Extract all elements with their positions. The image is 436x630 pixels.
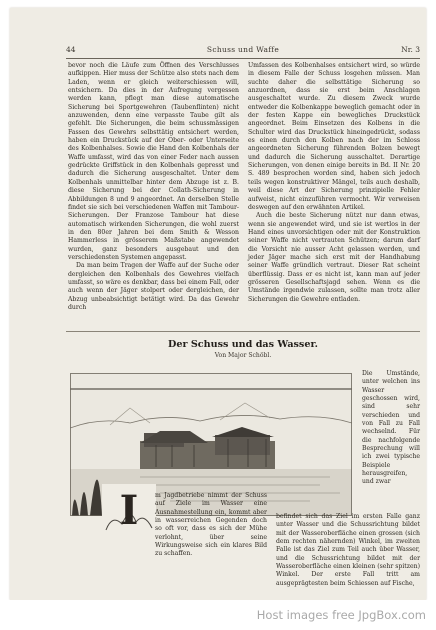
watermark-bar <box>0 600 436 630</box>
watermark-text: Host images free JpgBox.com <box>256 608 426 622</box>
page-header <box>66 45 420 57</box>
text-column-right <box>248 62 420 304</box>
article-text-left <box>155 492 267 559</box>
article-text-right <box>276 513 420 588</box>
article-title: Der Schuss und das Wasser. <box>168 339 318 350</box>
drop-cap-ornament <box>102 484 156 534</box>
paragraph: befindet sich das Ziel im ersten Falle ganz unter Wasser und die Schussrichtung bildet mit der Wasseroberfläche einen grossen (sich dem rechten nähernden) Winkel, im zweiten Falle ist das Ziel zum Teil auch über Wasser, und die Schussrichtung bildet mit der Wasseroberfläche einen kleinen (sehr spitzen) Winkel. Der erste Fall tritt am ausgeprägtesten beim Schiessen auf Fische, <box>276 513 420 587</box>
drop-cap-letter: I <box>119 487 139 534</box>
paragraph: Da man beim Tragen der Waffe auf der Suche oder dergleichen den Kolbenhals des Gewehres vielfach umfasst, so wäre es denkbar, dass bei einem Fall, oder auch wenn der Jäger stolpert oder dergleichen, der Abzug unbeabsichtigt betätigt wird. Da das Gewehr durch <box>68 262 239 311</box>
paragraph: m Jagdbetriebe nimmt der Schuss auf Ziele im Wasser eine Ausnahmestellung ein, kommt aber in wasserreichen Gegenden doch so oft vor, dass es sich der Mühe verlohnt, über seine Wirkungsweise sich ein klares Bild zu schaffen. <box>155 492 267 558</box>
header-rule <box>66 58 420 59</box>
running-title: Schuss und Waffe <box>206 45 280 54</box>
article-text-narrow <box>362 370 420 487</box>
section-divider <box>66 331 420 332</box>
page-number: 44 <box>66 45 76 54</box>
paragraph: Auch die beste Sicherung nützt nur dann etwas, wenn sie angewendet wird, und sie ist wertlos in der Hand eines unvorsichtigen oder mit der Konstruktion seiner Waffe nicht vertrauten Schützen; darum darf die Vorsicht nie ausser Acht gelassen werden, und jeder Jäger mache sich erst mit der Handhabung seiner Waffe gründlich vertraut. Dieser Rat scheint überflüssig. Dass er es nicht ist, kann man auf jeder grösseren Gesellschaftsjagd sehen. Wenn es die Umstände irgendwie zulassen, sollte man trotz aller Sicherungen die Gewehre entladen. <box>248 212 420 303</box>
paragraph: bevor noch die Läufe zum Öffnen des Verschlusses aufkippen. Hier muss der Schütze also stets nach dem Laden, wenn er gleich weiterschiessen will, entsichern. Da dies in der Aufregung vergessen werden kann, pflegt man diese automatische Sicherung bei Sportgewehren (Taubenflinten) nicht anzuwenden, denn eine verpasste Taube gilt als gefehlt. Die Sicherungen, die beim schussmässigen Fassen des Gewehrs selbsttätig entsichert werden, haben ein Druckstück auf der Ober- oder Unterseite des Kolbenhalses. Sowie die Hand den Kolbenhals der Waffe umfasst, wird das von einer Feder nach aussen gedrückte Griffstück in den Kolbenhals gepresst und dadurch die Sicherung ausgeschaltet. Unter dem Kolbenhals unmittelbar hinter dem Abzuge ist z. B. diese Sicherung bei der Collath-Sicherung in Abbildungen 8 und 9 angeordnet. An derselben Stelle findet sie sich bei verschiedenen Waffen mit Tambour-Sicherungen. Der Franzose Tambour hat diese automatisch wirkenden Sicherungen, die wohl zuerst in den 80er Jahren bei dem Smith & Wesson Hammerless in grösserem Maßstabe angewendet wurden, ganz besonders ausgebaut und den verschiedensten Systemen angepasst. <box>68 62 239 261</box>
issue-number: Nr. 3 <box>401 45 420 54</box>
paragraph: Umfassen des Kolbenhalses entsichert wird, so würde in diesem Falle der Schuss losgehen müssen. Man suchte daher die selbsttätige Sicherung so anzuordnen, dass sie erst beim Anschlagen ausgeschaltet wurde. Zu diesem Zweck wurde entweder die Kolbenkappe beweglich gemacht oder in der festen Kappe ein bewegliches Druckstück angeordnet. Beim Einsetzen des Kolbens in die Schulter wird das Druckstück hineingedrückt, sodass es einen durch den Kolben nach der im Schloss angeordneten Sicherung führenden Bolzen bewegt und dadurch die Sicherung ausschaltet. Derartige Sicherungen, von denen einige bereits in Bd. II Nr. 20 S. 489 besprochen worden sind, haben sich jedoch teils wegen konstruktiver Mängel, teils auch deshalb, weil diese Art der Sicherung prinzipielle Fehler aufweist, nicht einzuführen vermocht. Wir verweisen deswegen auf den erwähnten Artikel. <box>248 62 420 211</box>
paragraph: Die Umstände, unter welchen ins Wasser geschossen wird, sind sehr verschieden und von Fall zu Fall wechselnd. Für die nachfolgende Besprechung will ich zwei typische Beispiele herausgreifen, und zwar <box>362 370 420 486</box>
text-column-left <box>68 62 239 312</box>
article-author: Von Major Schöbl. <box>214 352 272 359</box>
